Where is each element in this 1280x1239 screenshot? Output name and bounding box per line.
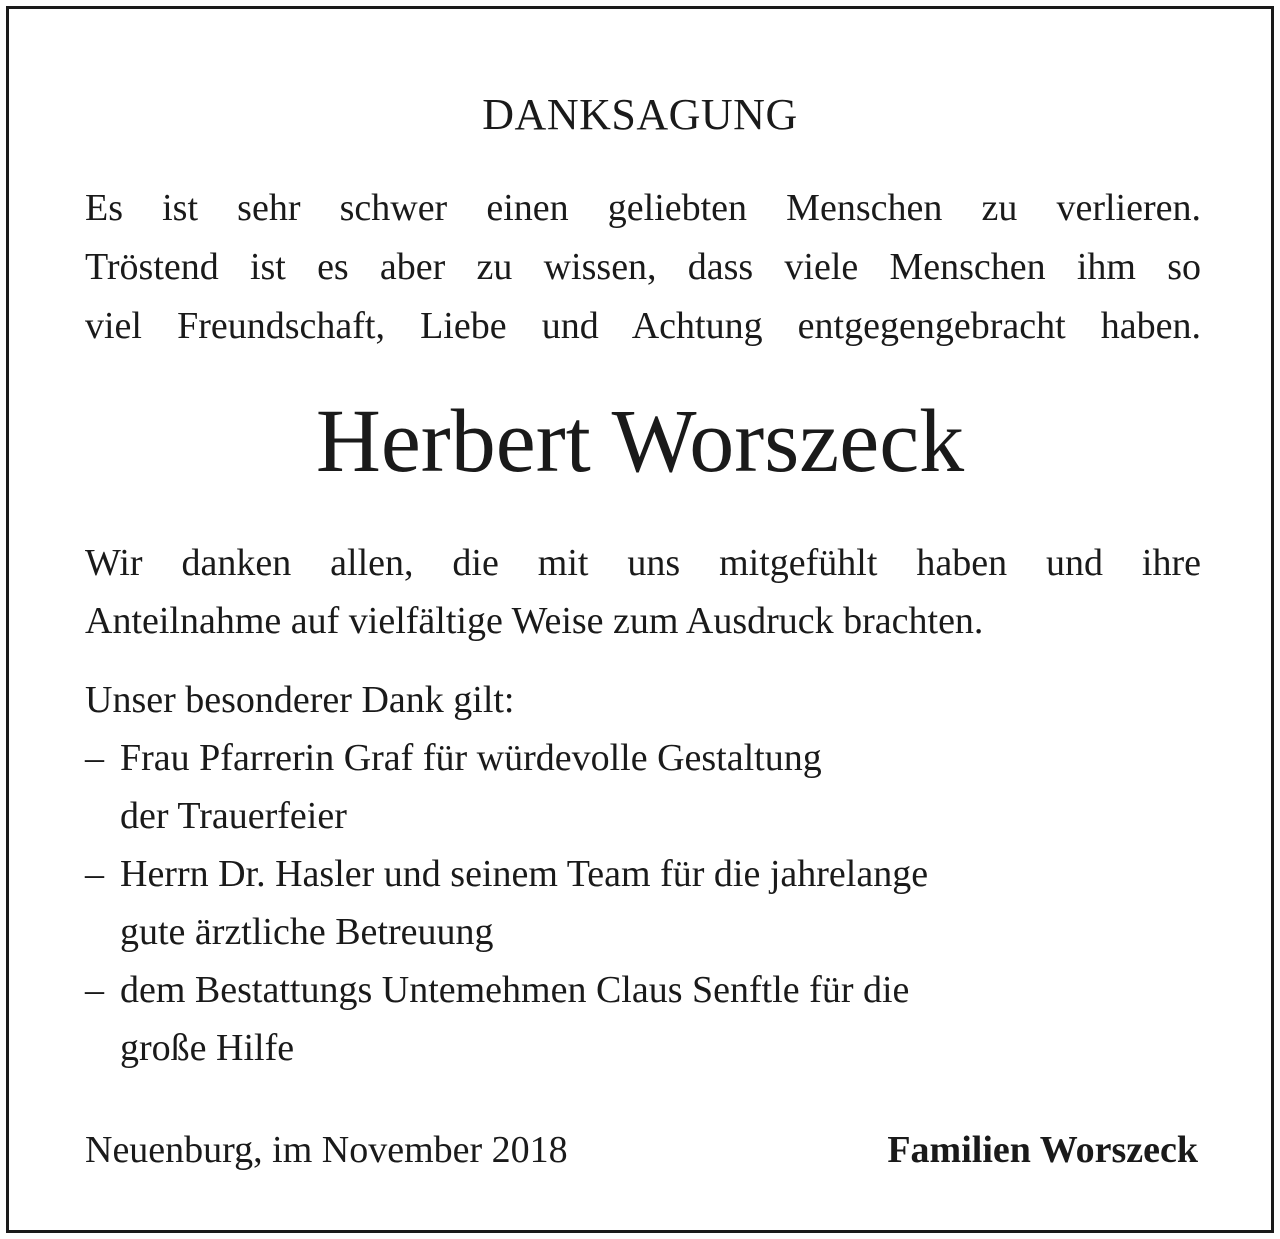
special-thanks-section <box>85 671 1201 1077</box>
intro-line: Tröstend ist es aber zu wissen, dass viele Menschen ihm so <box>85 246 1201 288</box>
dash-bullet: – <box>85 969 104 1011</box>
list-item-line: große Hilfe <box>120 1027 295 1069</box>
thanks-line: Anteilnahme auf vielfältige Weise zum Ausdruck brachten. <box>85 600 984 642</box>
thanks-paragraph <box>85 534 1201 650</box>
thanks-line: Wir danken allen, die mit uns mitgefühlt haben und ihre <box>85 542 1201 584</box>
intro-line: Es ist sehr schwer einen geliebten Menschen zu verlieren. <box>85 187 1201 229</box>
place-date: Neuenburg, im November 2018 <box>85 1129 568 1171</box>
special-thanks-title: Unser besonderer Dank gilt: <box>85 679 515 721</box>
list-item-line: gute ärztliche Betreuung <box>120 911 494 953</box>
intro-line: viel Freundschaft, Liebe und Achtung entgegengebracht haben. <box>85 305 1201 347</box>
list-item-line: Herrn Dr. Hasler und seinem Team für die jahrelange <box>120 853 929 895</box>
notice-heading: DANKSAGUNG <box>482 90 798 139</box>
list-item-line: dem Bestattungs Untemehmen Claus Senftle für die <box>120 969 910 1011</box>
list-item-line: Frau Pfarrerin Graf für würdevolle Gestaltung <box>120 737 822 779</box>
list-item <box>85 845 1201 961</box>
dash-bullet: – <box>85 853 104 895</box>
list-item <box>85 961 1201 1077</box>
signature: Familien Worszeck <box>887 1129 1198 1171</box>
obituary-notice <box>6 6 1274 1233</box>
dash-bullet: – <box>85 737 104 779</box>
list-item <box>85 729 1201 845</box>
special-thanks-list <box>85 729 1201 1077</box>
list-item-line: der Trauerfeier <box>120 795 347 837</box>
deceased-name: Herbert Worszeck <box>315 392 965 491</box>
intro-paragraph <box>85 179 1201 356</box>
